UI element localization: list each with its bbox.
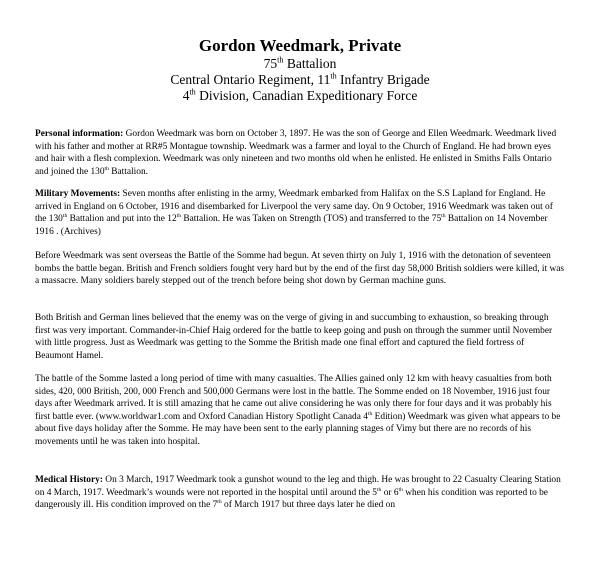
somme-paragraph-2: Both British and German lines believed that the enemy was on the verge of giving in and succumbing to exhaustion, so breaking through first was very important. Commander-in-Chief Haig ordered for the battle to keep going and push on through the summer until November with little progress. Just as Weedmark was getting to the Somme the British made one final effort and captured the field fortress of Beaumont Hamel.	[35, 313, 553, 361]
battalion-line: 75th Battalion	[263, 55, 337, 71]
regiment-line: Central Ontario Regiment, 11th Infantry Brigade	[170, 71, 430, 87]
somme-paragraph-3: The battle of the Somme lasted a long period of time with many casualties. The Allies gained only 12 km with heavy casualties from both sides, 420, 000 British, 200, 000 French and 500,000 Germans were lost in the battle. The Somme ended on 18 November, 1916 just four days after Weedmark arrived. It is still amazing that he came out alive considering he was only there for four days and it was probably his first battle ever. (www.worldwar1.com and Oxford Canadian History Spotlight Canada 4th Edition) Weedmark was given what appears to be about five days holiday after the Somme. He may have been sent to the early planning stages of Vimy but there are no records of his movements until he was taken into hospital.	[35, 374, 561, 447]
division-line: 4th Division, Canadian Expeditionary Force	[182, 87, 418, 103]
document-header	[0, 36, 600, 104]
somme-paragraph-1: Before Weedmark was sent overseas the Battle of the Somme had begun. At seven thirty on July 1, 1916 with the detonation of seventeen bombs the battle began. British and French soldiers fought very hard but by the end of the first day 58,000 British soldiers were killed, it was a massacre. Many soldiers barely stepped out of the trench before being shot down by German machine guns.	[35, 251, 565, 287]
military-movements-label: Military Movements:	[35, 189, 121, 199]
military-movements-paragraph: Military Movements: Seven months after enlisting in the army, Weedmark embarked from Halifax on the S.S Lapland for England. He arrived in England on 6 October, 1916 and disembarked for Liverpool the very same day. On 9 October, 1916 Weedmark was taken out of the 130th Battalion and put into the 12th Battalion. He was Taken on Strength (TOS) and transferred to the 75th Battalion on 14 November 1916 . (Archives)	[35, 189, 553, 237]
page-title: Gordon Weedmark, Private	[198, 36, 402, 55]
personal-information-label: Personal information:	[35, 129, 124, 139]
medical-history-label: Medical History:	[35, 475, 103, 485]
medical-history-paragraph: Medical History: On 3 March, 1917 Weedmark took a gunshot wound to the leg and thigh. He was brought to 22 Casualty Clearing Station on 4 March, 1917. Weedmark’s wounds were not reported in the hospital until around the 5th or 6th when his condition was reported to be dangerously ill. His condition improved on the 7th of March 1917 but three days later he died on	[35, 475, 561, 511]
personal-information-paragraph: Personal information: Gordon Weedmark was born on October 3, 1897. He was the son of George and Ellen Weedmark. Weedmark lived with his father and mother at RR#5 Montague township. Weedmark was a farmer and loyal to the Church of England. He had brown eyes and hair with a flesh complexion. Weedmark was only nineteen and two months old when he enlisted. He enlisted in Smiths Falls Ontario and joined the 130th Battalion.	[35, 129, 557, 177]
